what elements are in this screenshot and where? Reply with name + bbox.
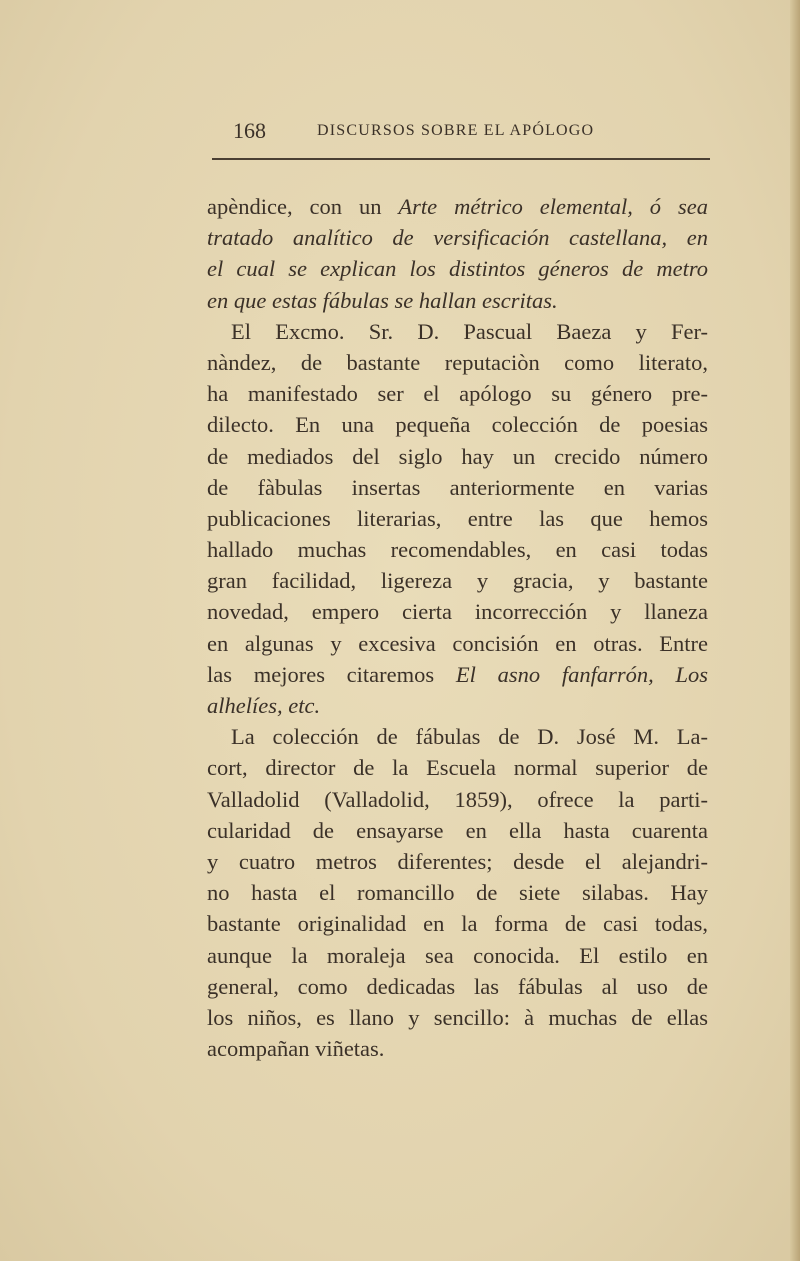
text-line xyxy=(207,191,708,222)
text-line xyxy=(207,503,708,534)
text-line xyxy=(207,628,708,659)
text-span: y cuatro metros diferentes; desde el alejandri- xyxy=(207,848,708,874)
text-line xyxy=(207,472,708,503)
text-line xyxy=(207,721,708,752)
text-line xyxy=(207,815,708,846)
text-line xyxy=(207,784,708,815)
text-span: general, como dedicadas las fábulas al uso de xyxy=(207,973,708,999)
text-line xyxy=(207,971,708,1002)
text-span: cort, director de la Escuela normal superior de xyxy=(207,755,708,781)
text-line xyxy=(207,316,708,347)
text-span: gran facilidad, ligereza y gracia, y bastante xyxy=(207,568,708,594)
text-line xyxy=(207,752,708,783)
page-header xyxy=(233,118,713,148)
text-line xyxy=(207,347,708,378)
text-line xyxy=(207,940,708,971)
text-line xyxy=(207,409,708,440)
text-span: ha manifestado ser el apólogo su género pre- xyxy=(207,381,708,407)
italic-text: tratado analítico de versificación castellana, en xyxy=(207,225,708,251)
text-span xyxy=(654,662,676,687)
text-line xyxy=(207,690,708,721)
text-span: publicaciones literarias, entre las que hemos xyxy=(207,505,708,531)
text-line xyxy=(207,534,708,565)
text-span: las mejores citaremos xyxy=(207,661,456,687)
page-number: 168 xyxy=(233,118,266,143)
text-span: no hasta el romancillo de siete silabas. Hay xyxy=(207,880,708,906)
body-text xyxy=(207,191,708,1064)
text-span: El Excmo. Sr. D. Pascual Baeza y Fer- xyxy=(231,318,708,344)
italic-text: El asno fanfarrón, xyxy=(455,661,654,687)
text-span: en algunas y excesiva concisión en otras. Entre xyxy=(207,630,708,656)
text-line xyxy=(207,877,708,908)
text-span: aunque la moraleja sea conocida. El estilo en xyxy=(207,942,708,968)
text-span: dilecto. En una pequeña colección de poesias xyxy=(207,412,708,438)
text-span: novedad, empero cierta incorrección y llaneza xyxy=(207,599,708,625)
text-line xyxy=(207,1002,708,1033)
text-span: apèndice, con un xyxy=(207,194,399,219)
text-span: La colección de fábulas de D. José M. La- xyxy=(231,724,708,750)
text-line xyxy=(207,659,708,690)
italic-text: Los xyxy=(675,661,708,687)
text-line xyxy=(207,846,708,877)
page-edge xyxy=(790,0,800,1261)
italic-text: Arte métrico elemental, ó sea xyxy=(398,194,708,219)
text-span: de fàbulas insertas anteriormente en varias xyxy=(207,474,708,500)
text-span: cularidad de ensayarse en ella hasta cuarenta xyxy=(207,817,708,843)
italic-text: en que estas fábulas se hallan escritas. xyxy=(207,287,558,313)
text-line xyxy=(207,253,708,284)
text-line xyxy=(207,1033,708,1064)
text-line xyxy=(207,441,708,472)
text-span: bastante originalidad en la forma de casi todas, xyxy=(207,911,708,937)
header-rule xyxy=(212,158,710,160)
text-span: acompañan viñetas. xyxy=(207,1036,385,1062)
text-line xyxy=(207,378,708,409)
running-title: DISCURSOS SOBRE EL APÓLOGO xyxy=(317,122,595,139)
text-line xyxy=(207,285,708,316)
text-line xyxy=(207,908,708,939)
italic-text: el cual se explican los distintos géneros de metro xyxy=(207,256,708,282)
text-line xyxy=(207,596,708,627)
text-span: de mediados del siglo hay un crecido número xyxy=(207,443,708,469)
text-line xyxy=(207,565,708,596)
text-span: hallado muchas recomendables, en casi todas xyxy=(207,537,708,563)
text-span: Valladolid (Valladolid, 1859), ofrece la parti- xyxy=(207,786,708,812)
text-line xyxy=(207,222,708,253)
italic-text: alhelíes, etc. xyxy=(207,693,321,718)
text-span: nàndez, de bastante reputaciòn como literato, xyxy=(207,349,708,375)
text-span: los niños, es llano y sencillo: à muchas de ellas xyxy=(207,1004,708,1030)
